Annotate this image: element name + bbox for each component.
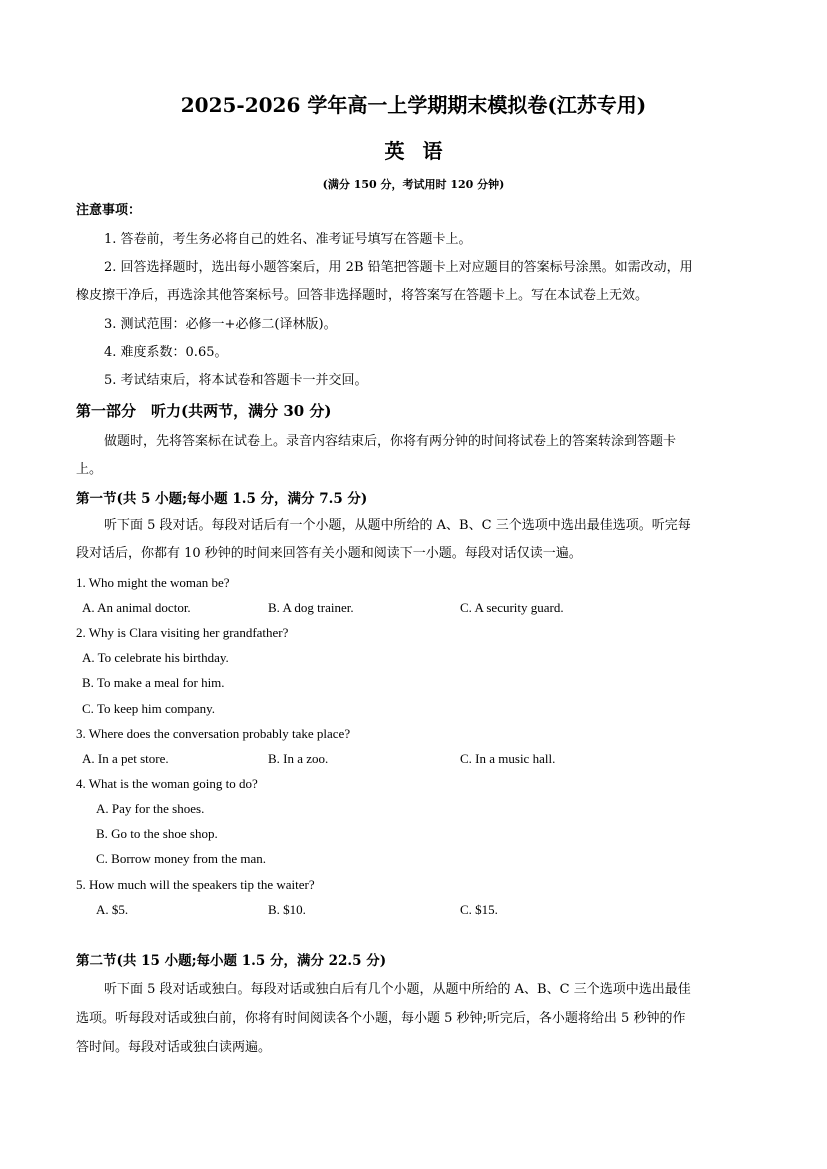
notes-item-2-line-2: 橡皮擦干净后，再选涂其他答案标号。回答非选择题时，将答案写在答题卡上。写在本试卷上无效。 [76, 288, 649, 303]
question-1-option-c: C. A security guard. [460, 600, 564, 615]
section2-heading: 第二节(共 15 小题;每小题 1.5 分，满分 22.5 分) [76, 953, 387, 969]
part1-intro-line-2: 上。 [76, 462, 103, 477]
question-4-option-b: B. Go to the shoe shop. [96, 826, 218, 841]
notes-item-2-line-1: 2. 回答选择题时，选出每小题答案后，用 2B 铅笔把答题卡上对应题目的答案标号涂黑。如需改动，用 [104, 260, 693, 275]
notes-item-5: 5. 考试结束后，将本试卷和答题卡一并交回。 [104, 373, 368, 388]
question-3: 3. Where does the conversation probably take place? [76, 726, 351, 741]
question-5-option-a: A. $5. [96, 902, 129, 917]
question-1-option-b: B. A dog trainer. [268, 600, 354, 615]
question-4: 4. What is the woman going to do? [76, 776, 258, 791]
question-4-option-a: A. Pay for the shoes. [96, 801, 205, 816]
question-2-option-a: A. To celebrate his birthday. [82, 650, 229, 665]
question-1: 1. Who might the woman be? [76, 575, 230, 590]
notes-heading: 注意事项： [76, 203, 142, 218]
question-2-option-b: B. To make a meal for him. [82, 675, 225, 690]
question-3-option-b: B. In a zoo. [268, 751, 329, 766]
section1-intro-line-2: 段对话后，你都有 10 秒钟的时间来回答有关小题和阅读下一小题。每段对话仅读一遍。 [76, 546, 582, 561]
notes-item-3: 3. 测试范围：必修一+必修二(译林版)。 [104, 317, 337, 332]
section2-intro-line-2: 选项。听每段对话或独白前，你将有时间阅读各个小题，每小题 5 秒钟;听完后，各小题将给出 5 秒钟的作 [76, 1011, 686, 1026]
notes-item-4: 4. 难度系数：0.65。 [104, 345, 228, 360]
question-5: 5. How much will the speakers tip the waiter? [76, 877, 315, 892]
section2-intro-line-1: 听下面 5 段对话或独白。每段对话或独白后有几个小题，从题中所给的 A、B、C 三个选项中选出最佳 [104, 982, 691, 997]
section1-heading: 第一节(共 5 小题;每小题 1.5 分，满分 7.5 分) [76, 491, 368, 507]
subject-title: 英语 [384, 139, 461, 163]
part1-heading: 第一部分 听力(共两节，满分 30 分) [76, 402, 332, 420]
exam-title: 2025-2026 学年高一上学期期末模拟卷(江苏专用) [180, 93, 647, 117]
question-1-option-a: A. An animal doctor. [82, 600, 191, 615]
question-5-option-c: C. $15. [460, 902, 498, 917]
question-4-option-c: C. Borrow money from the man. [96, 851, 267, 866]
notes-item-1: 1. 答卷前，考生务必将自己的姓名、准考证号填写在答题卡上。 [104, 232, 472, 247]
question-5-option-b: B. $10. [268, 902, 306, 917]
question-3-option-c: C. In a music hall. [460, 751, 556, 766]
part1-intro-line-1: 做题时，先将答案标在试卷上。录音内容结束后，你将有两分钟的时间将试卷上的答案转涂到答题卡 [104, 434, 677, 449]
question-3-option-a: A. In a pet store. [82, 751, 169, 766]
question-2: 2. Why is Clara visiting her grandfather? [76, 625, 289, 640]
score-info: (满分 150 分，考试用时 120 分钟) [322, 178, 505, 191]
section1-intro-line-1: 听下面 5 段对话。每段对话后有一个小题，从题中所给的 A、B、C 三个选项中选出最佳选项。听完每 [104, 518, 691, 533]
question-2-option-c: C. To keep him company. [82, 701, 216, 716]
section2-intro-line-3: 答时间。每段对话或独白读两遍。 [76, 1040, 272, 1055]
